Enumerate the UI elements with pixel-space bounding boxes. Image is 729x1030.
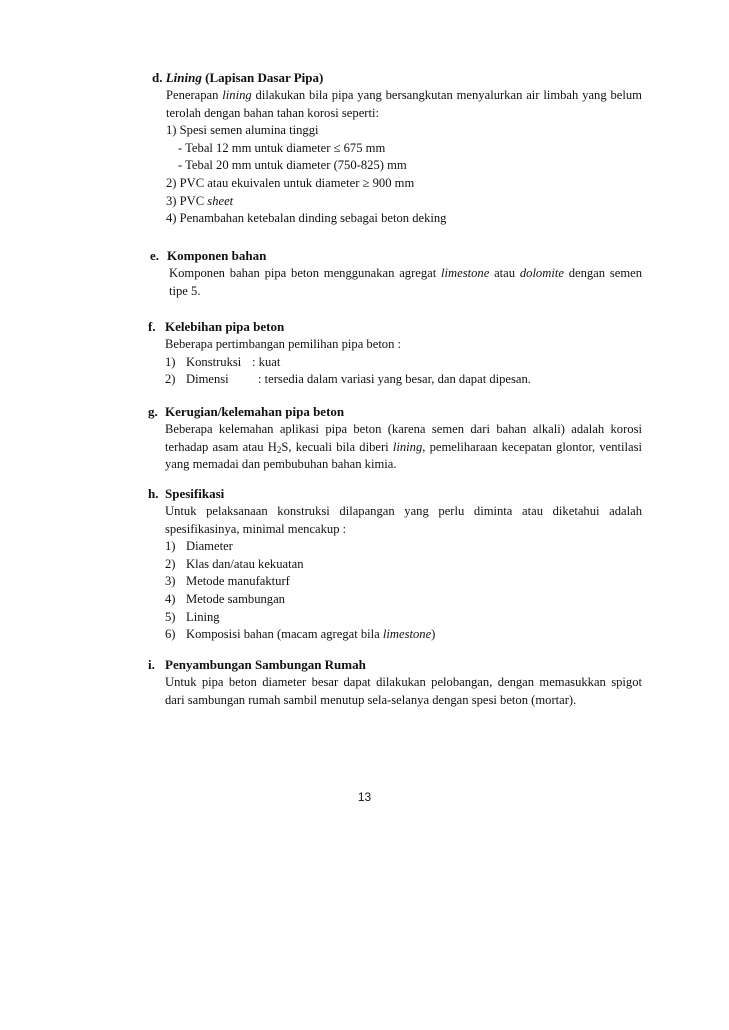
section-d [152,69,642,228]
list-subitem: - Tebal 20 mm untuk diameter (750-825) mm [178,158,407,173]
section-e [150,247,642,300]
list-item: 3) PVC sheet [166,193,234,208]
list-subitem: - Tebal 12 mm untuk diameter ≤ 675 mm [178,140,386,155]
list-item: 6) Komposisi bahan (macam agregat bila limestone) [165,627,436,642]
list-item: 2) Klas dan/atau kekuatan [165,556,304,571]
list-item: 4) Penambahan ketebalan dinding sebagai beton deking [166,211,447,226]
list-item: 2) PVC atau ekuivalen untuk diameter ≥ 900 mm [166,175,415,190]
list-item: 1) Konstruksi : kuat [165,354,281,369]
section-i-paragraph: Untuk pipa beton diameter besar dapat dilakukan pelobangan, dengan memasukkan spigot dari sambungan rumah sambil menutup sela-selanya dengan spesi beton (mortar). [165,675,642,707]
section-h-heading: h. Spesifikasi [148,486,225,501]
section-d-list [152,122,642,228]
section-f-heading: f. Kelebihan pipa beton [148,319,285,334]
section-g-paragraph: Beberapa kelemahan aplikasi pipa beton (karena semen dari bahan alkali) adalah korosi terhadap asam atau $H_2S$, kecuali bila diberi lining, pemeliharaan kecepatan glontor, ventilasi yang memadai dan pembubuhan bahan kimia. [165,422,643,472]
list-item: 1) Diameter [165,539,233,554]
list-item: 5) Lining [165,609,220,624]
list-item: 3) Metode manufakturf [165,574,290,589]
section-e-paragraph: Komponen bahan pipa beton menggunakan agregat limestone atau dolomite dengan semen tipe 5. [169,266,643,298]
section-f-intro: Beberapa pertimbangan pemilihan pipa beton : [165,337,402,351]
list-item: 1) Spesi semen alumina tinggi [166,123,319,138]
section-g-heading: g. Kerugian/kelemahan pipa beton [148,404,345,419]
page-number: 13 [357,790,372,804]
list-item: 4) Metode sambungan [165,591,285,606]
section-d-heading: d. Lining (Lapisan Dasar Pipa) [152,70,324,85]
section-h-paragraph: Untuk pelaksanaan konstruksi dilapangan yang perlu diminta atau diketahui adalah spesifikasinya, minimal mencakup : [165,504,642,536]
section-e-heading: e. Komponen bahan [150,248,267,263]
section-f [148,318,642,389]
section-i-heading: i. Penyambungan Sambungan Rumah [148,657,366,672]
section-f-body [148,336,642,389]
section-d-paragraph: Penerapan lining dilakukan bila pipa yang bersangkutan menyalurkan air limbah yang belum terolah dengan bahan tahan korosi seperti: [166,88,642,120]
section-i [148,656,642,709]
list-item: 2) Dimensi : tersedia dalam variasi yang besar, dan dapat dipesan. [165,372,531,387]
section-h [148,485,642,644]
section-g [148,403,642,474]
section-h-list [148,538,642,644]
